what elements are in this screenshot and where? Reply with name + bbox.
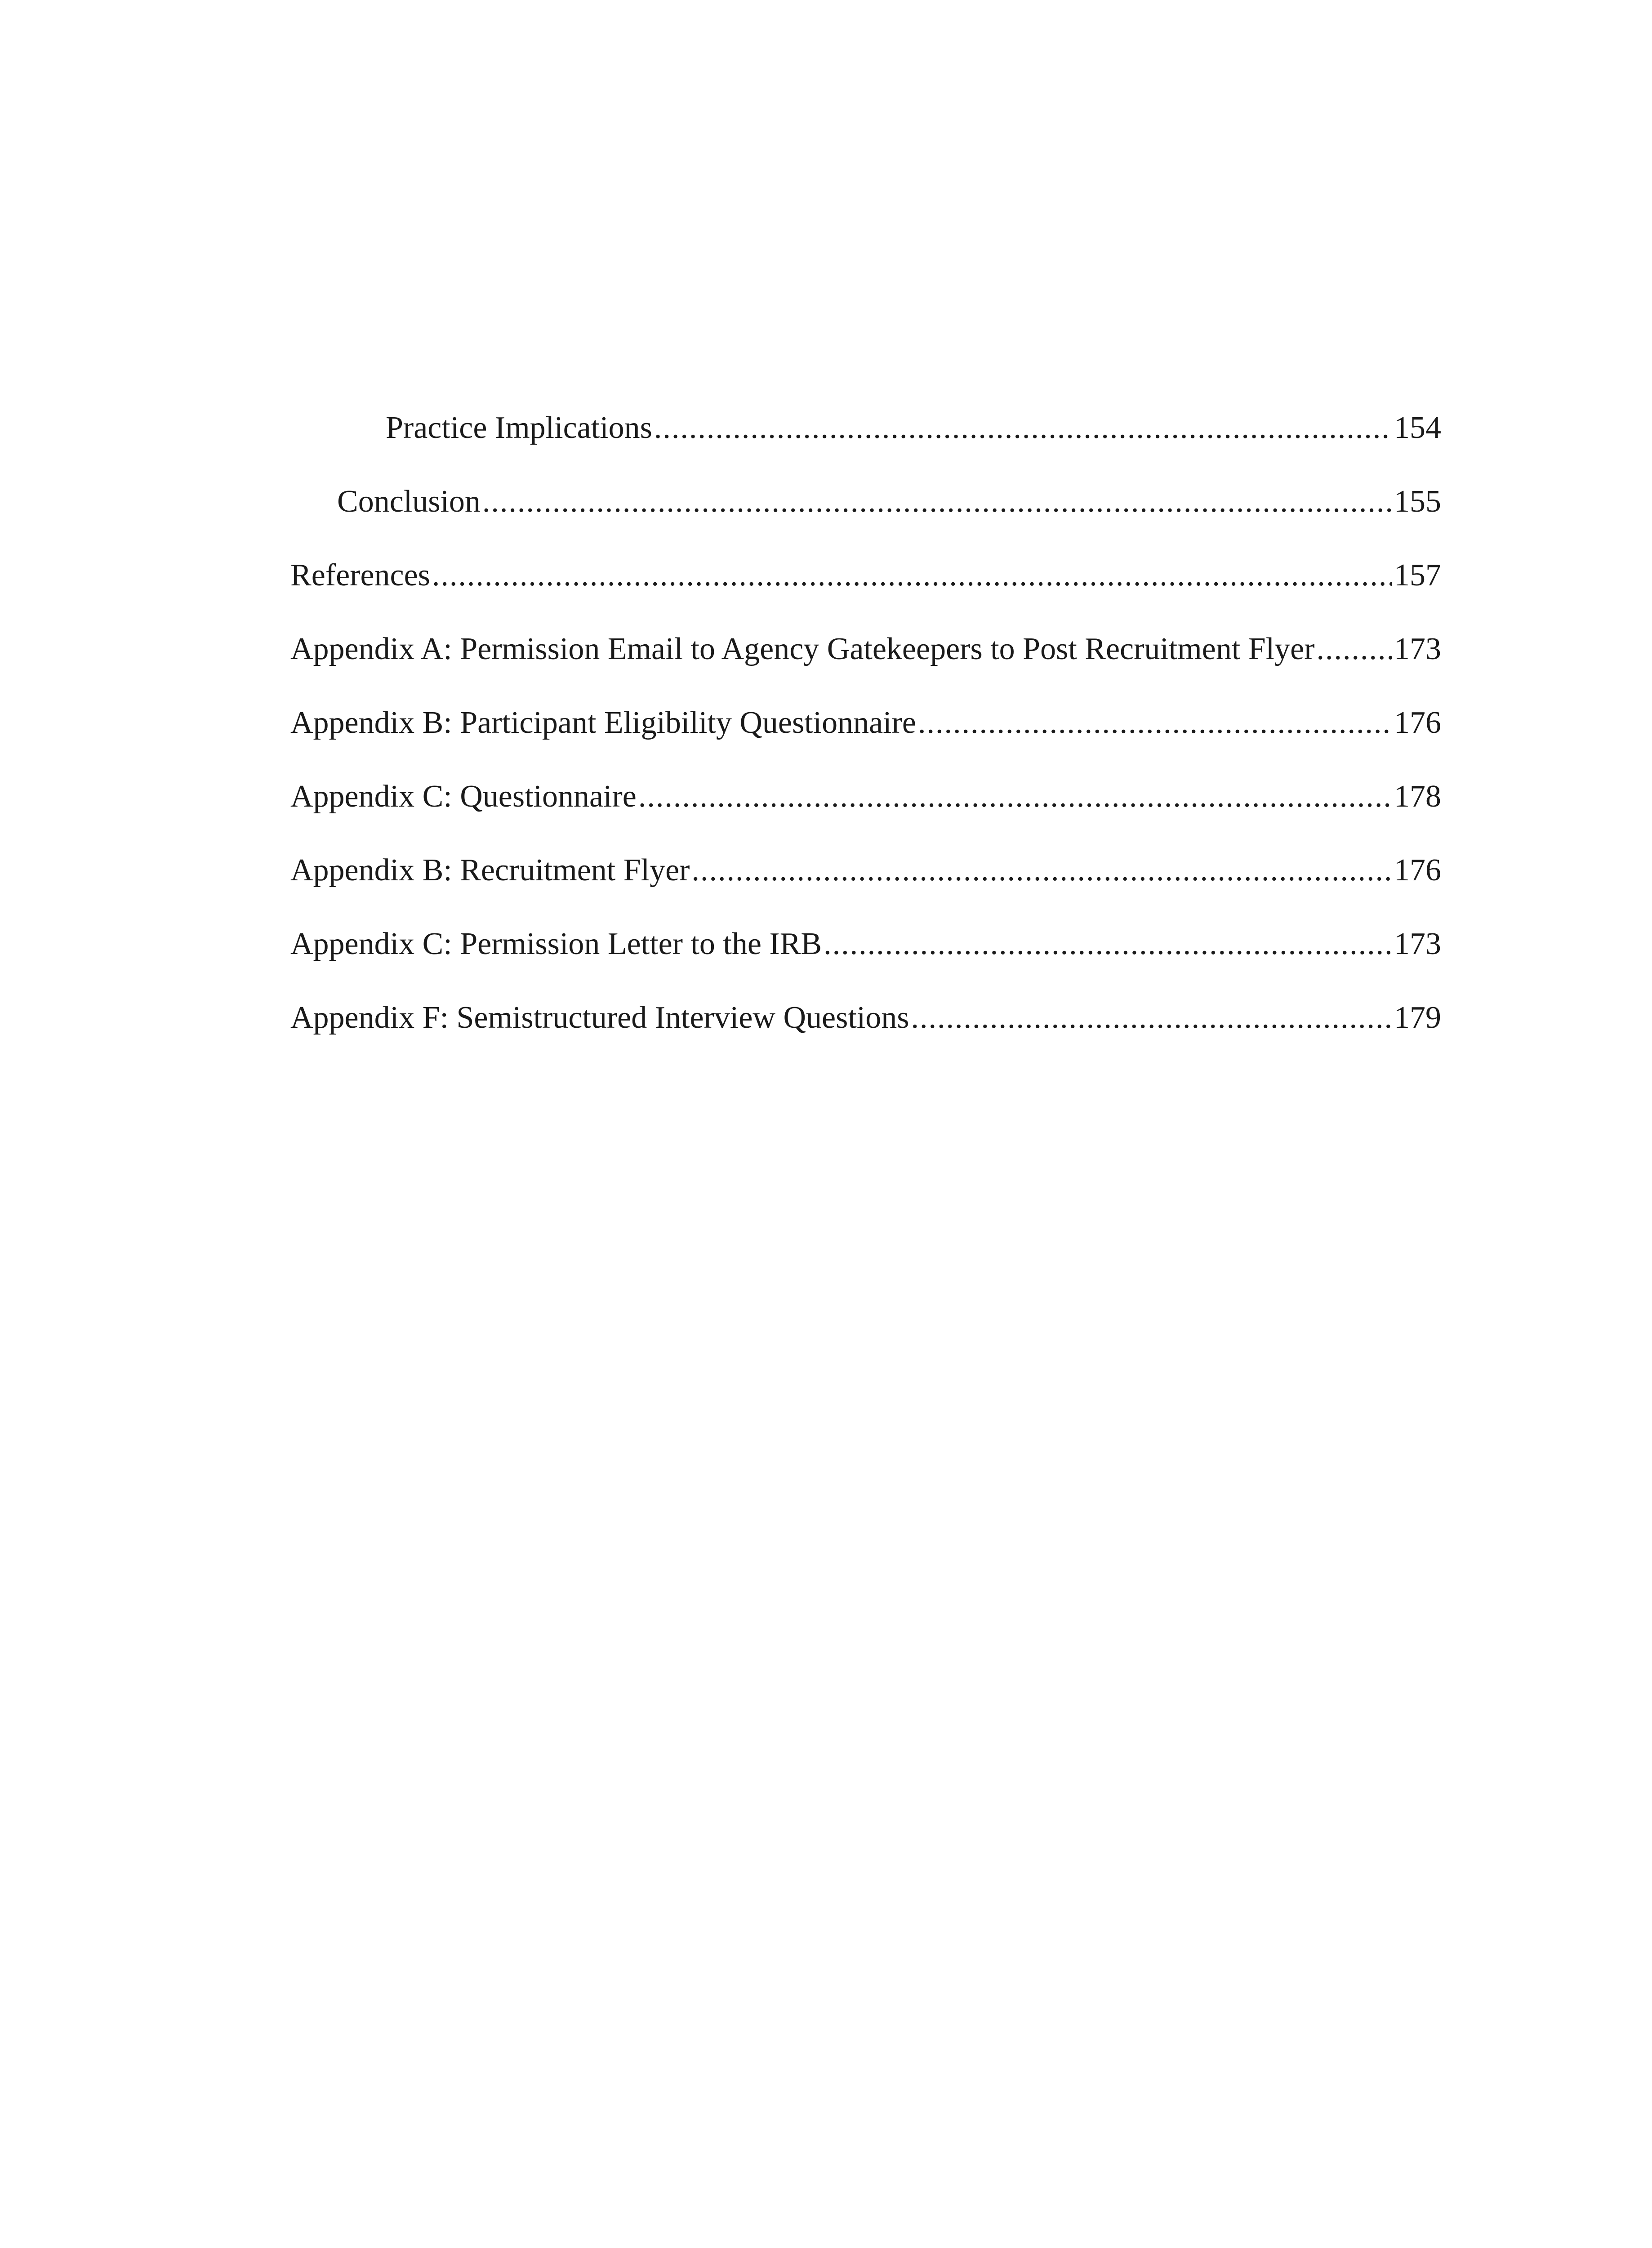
toc-entry-practice-implications[interactable] <box>290 391 1441 465</box>
toc-entry-page-number: 155 <box>1394 484 1441 519</box>
toc-entry-appendix-b-eligibility[interactable] <box>290 686 1441 760</box>
dot-leader <box>918 686 1392 760</box>
dot-leader <box>638 760 1392 834</box>
toc-entry-label: Appendix B: Recruitment Flyer <box>290 853 690 888</box>
dot-leader <box>1317 612 1392 686</box>
toc-entry-conclusion[interactable] <box>290 465 1441 539</box>
toc-entry-label: Appendix A: Permission Email to Agency Gatekeepers to Post Recruitment Flyer <box>290 632 1315 666</box>
toc-entry-page-number: 176 <box>1394 853 1441 888</box>
toc-entry-appendix-c-questionnaire[interactable] <box>290 760 1441 834</box>
toc-entry-label: Appendix F: Semistructured Interview Questions <box>290 1000 909 1035</box>
toc-entry-page-number: 178 <box>1394 779 1441 814</box>
dot-leader <box>824 907 1392 981</box>
dot-leader <box>691 834 1392 907</box>
toc-entry-appendix-a[interactable] <box>290 612 1441 686</box>
toc-entry-appendix-b-flyer[interactable] <box>290 834 1441 907</box>
toc-entry-page-number: 173 <box>1394 632 1441 666</box>
toc-entry-label: Appendix C: Questionnaire <box>290 779 637 814</box>
toc-entry-appendix-c-irb[interactable] <box>290 907 1441 981</box>
table-of-contents <box>290 391 1441 1055</box>
toc-entry-page-number: 176 <box>1394 705 1441 740</box>
toc-entry-page-number: 179 <box>1394 1000 1441 1035</box>
toc-entry-label: Appendix B: Participant Eligibility Questionnaire <box>290 705 917 740</box>
toc-entry-page-number: 173 <box>1394 927 1441 961</box>
toc-entry-page-number: 157 <box>1394 558 1441 593</box>
toc-entry-label: Practice Implications <box>386 410 652 445</box>
toc-entry-label: References <box>290 558 430 593</box>
dot-leader <box>482 465 1392 539</box>
toc-entry-page-number: 154 <box>1394 410 1441 445</box>
dot-leader <box>911 981 1392 1055</box>
dot-leader <box>654 391 1392 465</box>
toc-entry-appendix-f[interactable] <box>290 981 1441 1055</box>
toc-entry-label: Appendix C: Permission Letter to the IRB <box>290 927 822 961</box>
dot-leader <box>432 539 1392 612</box>
toc-entry-references[interactable] <box>290 539 1441 612</box>
toc-entry-label: Conclusion <box>337 484 481 519</box>
